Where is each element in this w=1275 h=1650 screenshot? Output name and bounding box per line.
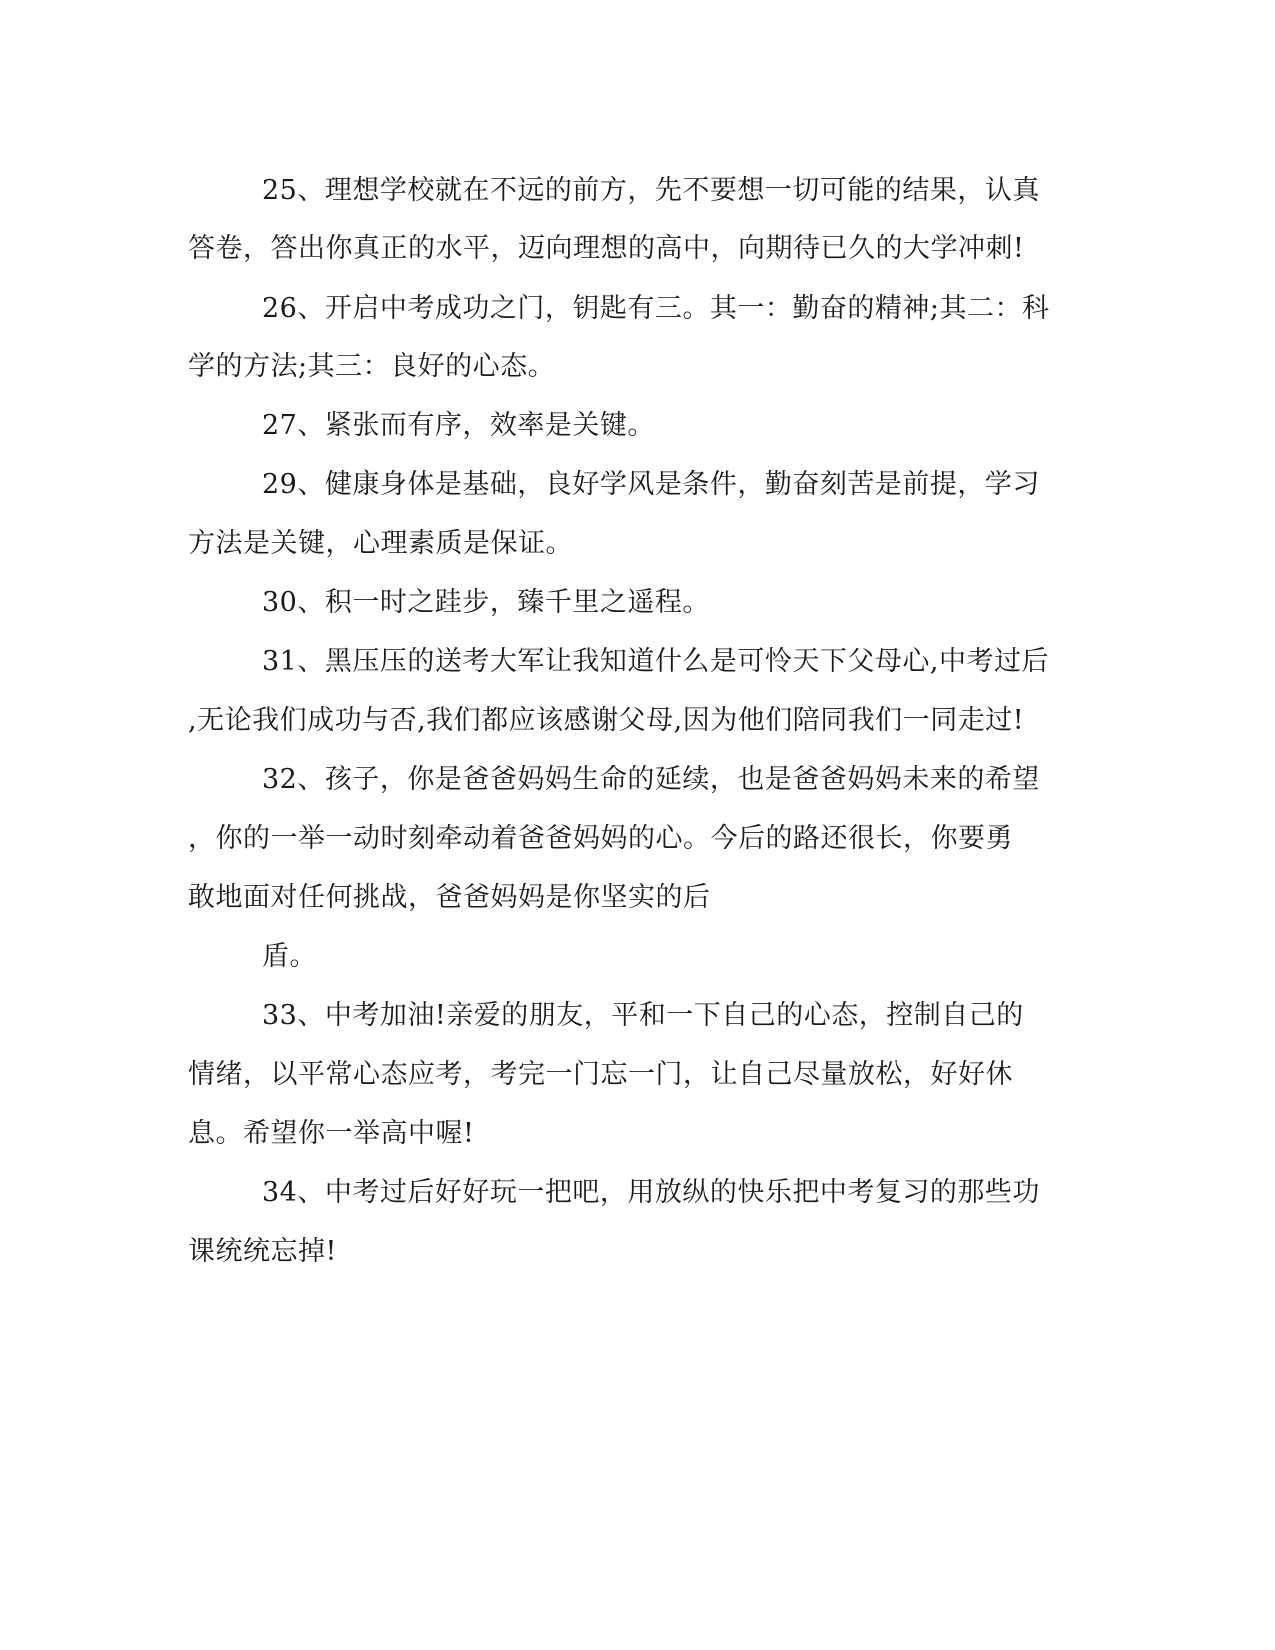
- text-line: 32、孩子，你是爸爸妈妈生命的延续，也是爸爸妈妈未来的希望: [262, 764, 1040, 795]
- text-line: 课统统忘掉!: [188, 1236, 337, 1267]
- text-line: 27、紧张而有序，效率是关键。: [262, 410, 655, 441]
- text-line: 情绪，以平常心态应考，考完一门忘一门，让自己尽量放松，好好休: [188, 1059, 1013, 1090]
- text-line: 息。希望你一举高中喔!: [188, 1118, 475, 1149]
- text-line: 34、中考过后好好玩一把吧，用放纵的快乐把中考复习的那些功: [262, 1177, 1040, 1208]
- text-line: 25、理想学校就在不远的前方，先不要想一切可能的结果，认真: [262, 175, 1040, 206]
- text-line: 敢地面对任何挑战，爸爸妈妈是你坚实的后: [188, 882, 711, 913]
- text-line: 盾。: [262, 941, 317, 972]
- text-line: 31、黑压压的送考大军让我知道什么是可怜天下父母心,中考过后: [262, 646, 1049, 677]
- text-line: 30、积一时之跬步，臻千里之遥程。: [262, 587, 710, 618]
- text-line: 33、中考加油!亲爱的朋友，平和一下自己的心态，控制自己的: [262, 1000, 1024, 1031]
- text-line: 方法是关键，心理素质是保证。: [188, 528, 573, 559]
- text-line: 26、开启中考成功之门，钥匙有三。其一：勤奋的精神;其二：科: [262, 293, 1050, 324]
- text-line: 学的方法;其三：良好的心态。: [188, 351, 556, 382]
- text-line: ,无论我们成功与否,我们都应该感谢父母,因为他们陪同我们一同走过!: [188, 705, 1025, 736]
- text-line: 答卷，答出你真正的水平，迈向理想的高中，向期待已久的大学冲刺!: [188, 233, 1025, 264]
- text-line: 29、健康身体是基础，良好学风是条件，勤奋刻苦是前提，学习: [262, 469, 1040, 500]
- text-line: ，你的一举一动时刻牵动着爸爸妈妈的心。今后的路还很长，你要勇: [188, 823, 1013, 854]
